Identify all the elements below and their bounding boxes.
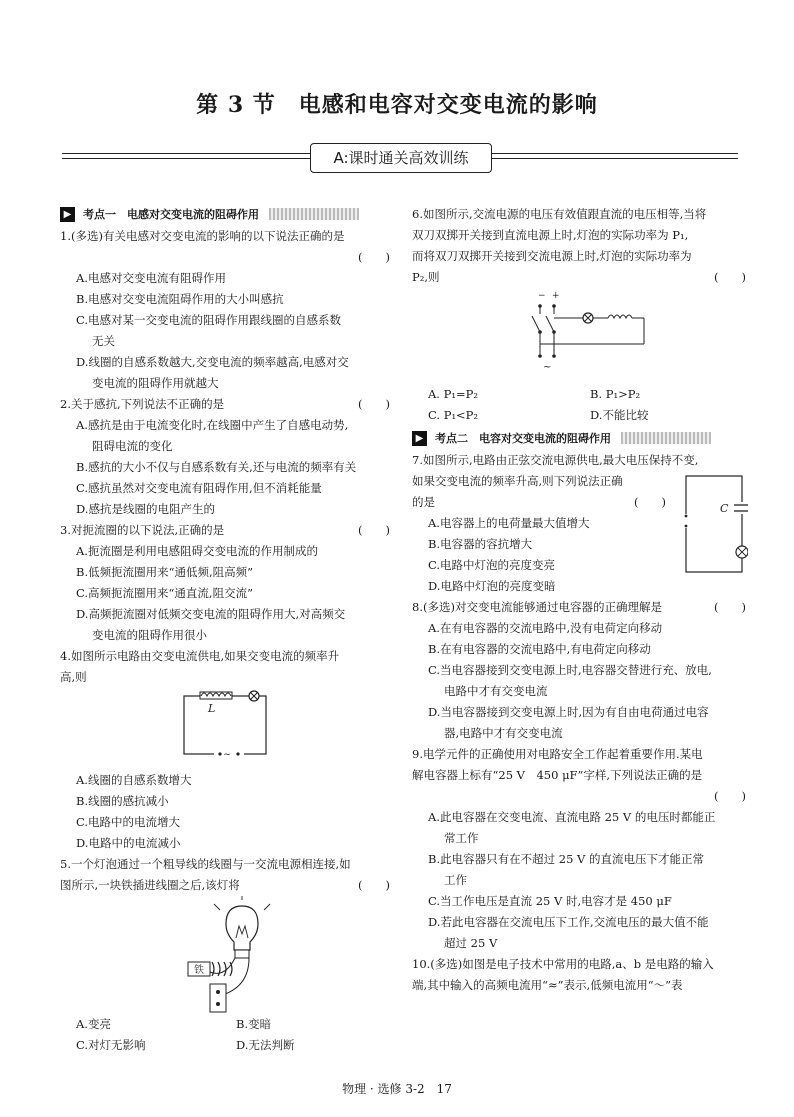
question-stem-cont: 图所示,一块铁插进线圈之后,该灯将: [60, 878, 240, 892]
question-stem-cont: 解电容器上标有“25 V 450 μF”字样,下列说法正确的是: [412, 768, 703, 782]
question-stem: 6.如图所示,交流电源的电压有效值跟直流的电压相等,当将: [412, 207, 707, 221]
question-stem: 2.关于感抗,下列说法不正确的是: [60, 397, 225, 411]
options-row-1: [60, 1014, 396, 1035]
option-c: C.高频扼流圈用来“通直流,阻交流”: [76, 586, 253, 600]
question-10: [412, 954, 752, 996]
question-stem: 5.一个灯泡通过一个粗导线的线圈与一交流电源相连接,如: [60, 857, 351, 871]
option-c: C.电路中的电流增大: [76, 815, 181, 829]
question-stem: 1.(多选)有关电感对交变电流的影响的以下说法正确的是: [60, 229, 345, 243]
option-b: [412, 849, 752, 891]
option-b: B.电容器的容抗增大: [428, 537, 533, 551]
answer-blank: ( ): [358, 523, 390, 537]
option-c: C.电路中灯泡的亮度变亮: [428, 558, 556, 572]
question-stem: 4.如图所示电路由交变电流供电,如果交变电流的频率升: [60, 649, 340, 663]
option-text: A.此电容器在交变电流、直流电路 25 V 的电压时都能正: [428, 810, 716, 824]
option-text-cont: 变电流的阻碍作用就越大: [92, 376, 219, 390]
option-c: C. P₁<P₂: [428, 408, 479, 422]
decorative-bar: [269, 208, 359, 220]
option-d: [412, 702, 752, 744]
svg-text:~: ~: [543, 362, 552, 373]
options-row-2: [412, 405, 752, 426]
option-a: A.在有电容器的交流电路中,没有电荷定向移动: [428, 621, 663, 635]
option-text: C.当电容器接到交变电源上时,电容器交替进行充、放电,: [428, 663, 712, 677]
figure-bulb-coil: [60, 896, 396, 1014]
option-text: D.若此电容器在交流电压下工作,交流电压的最大值不能: [428, 915, 709, 929]
option-a: A.变亮: [76, 1017, 111, 1031]
option-text: A.感抗是由于电流变化时,在线圈中产生了自感电动势,: [76, 418, 349, 432]
question-stem-cont: 端,其中输入的高频电流用“≈”表示,低频电流用“～”表: [412, 978, 683, 992]
option-text: D.高频扼流圈对低频交变电流的阻碍作用大,对高频交: [76, 607, 346, 621]
section-heading: [60, 204, 396, 224]
option-d: [60, 352, 396, 394]
option-d: [412, 912, 752, 954]
option-b: B.电感对交变电流阻碍作用的大小叫感抗: [76, 292, 284, 306]
option-text: D.当电容器接到交变电源上时,因为有自由电荷通过电容: [428, 705, 709, 719]
question-stem: 9.电学元件的正确使用对电路安全工作起着重要作用.某电: [412, 747, 703, 761]
option-text-cont: 阻碍电流的变化: [92, 439, 173, 453]
option-c: C.对灯无影响: [76, 1038, 146, 1052]
question-stem-cont: 如果交变电流的频率升高,则下列说法正确: [412, 474, 623, 488]
option-text-cont: 工作: [444, 873, 467, 887]
question-4: [60, 646, 396, 854]
question-stem: 8.(多选)对交变电流能够通过电容器的正确理解是: [412, 600, 662, 614]
subtitle-banner: [62, 143, 738, 173]
option-b: B.线圈的感抗减小: [76, 794, 169, 808]
option-text-cont: 无关: [92, 334, 115, 348]
section-title: 考点二 电容对交变电流的阻碍作用: [435, 431, 611, 445]
iron-label: 铁: [194, 965, 204, 976]
question-5: [60, 854, 396, 1056]
question-stem-cont: P₂,则: [412, 270, 440, 284]
left-column: [60, 204, 396, 1056]
question-stem-cont: 的是: [412, 495, 435, 509]
circuit-diagram: [60, 688, 396, 770]
question-stem: 3.对扼流圈的以下说法,正确的是: [60, 523, 225, 537]
option-text-cont: 器,电路中才有交变电流: [444, 726, 563, 740]
option-d: D.感抗是线圈的电阻产生的: [76, 502, 215, 516]
answer-blank: ( ): [714, 270, 746, 284]
answer-blank: ( ): [358, 250, 390, 264]
option-b: B. P₁>P₂: [590, 387, 641, 401]
option-c: [412, 660, 752, 702]
option-c: C.感抗虽然对交变电流有阻碍作用,但不消耗能量: [76, 481, 322, 495]
figure-switch-circuit: [412, 288, 752, 384]
option-text-cont: 超过 25 V: [444, 936, 498, 950]
capacitor-circuit-diagram: [676, 470, 748, 580]
question-7: [412, 450, 752, 597]
option-text-cont: 常工作: [444, 831, 479, 845]
option-d: [60, 604, 396, 646]
question-stem-cont: 双刀双掷开关接到直流电源上时,灯泡的实际功率为 P₁,: [412, 228, 689, 242]
section-heading: [412, 428, 752, 448]
page-title: 第 3 节 电感和电容对交变电流的影响: [196, 92, 598, 118]
option-text: B.此电容器只有在不超过 25 V 的直流电压下才能正常: [428, 852, 705, 866]
question-stem: 10.(多选)如图是电子技术中常用的电路,a、b 是电路的输入: [412, 957, 714, 971]
arrow-icon: ▶: [412, 431, 427, 446]
option-b: B.变暗: [236, 1017, 272, 1031]
option-text-cont: 变电流的阻碍作用很小: [92, 628, 207, 642]
section-title: 考点一 电感对交变电流的阻碍作用: [83, 207, 259, 221]
figure-inductor-circuit: [60, 688, 396, 770]
question-9: [412, 744, 752, 954]
right-column: [412, 204, 752, 996]
option-c: C.当工作电压是直流 25 V 时,电容才是 450 μF: [428, 894, 672, 908]
svg-text:−: −: [538, 291, 546, 301]
svg-text:+: +: [552, 291, 560, 301]
switch-circuit-diagram: [412, 288, 752, 384]
option-c: [60, 310, 396, 352]
question-stem: 7.如图所示,电路由正弦交流电源供电,最大电压保持不变,: [412, 453, 699, 467]
question-8: [412, 597, 752, 744]
capacitor-label: C: [720, 502, 729, 515]
inductor-label: L: [208, 702, 216, 715]
svg-text:~: ~: [223, 750, 231, 760]
answer-blank: ( ): [714, 789, 746, 803]
option-text: C.电感对某一交变电流的阻碍作用跟线圈的自感系数: [76, 313, 342, 327]
option-b: B.低频扼流圈用来“通低频,阻高频”: [76, 565, 254, 579]
option-a: A.电感对交变电流有阻碍作用: [76, 271, 226, 285]
option-b: B.感抗的大小不仅与自感系数有关,还与电流的频率有关: [76, 460, 357, 474]
subtitle: A:课时通关高效训练: [310, 143, 492, 173]
bulb-coil-diagram: [60, 896, 396, 1014]
option-text: D.线圈的自感系数越大,交变电流的频率越高,电感对交: [76, 355, 349, 369]
option-a: A.电容器上的电荷量最大值增大: [428, 516, 590, 530]
page-footer: 物理 · 选修 3-2 17: [342, 1082, 452, 1096]
option-d: D.无法判断: [236, 1038, 295, 1052]
option-a: [412, 807, 752, 849]
question-stem-cont: 高,则: [60, 670, 87, 684]
question-2: [60, 394, 396, 520]
question-1: [60, 226, 396, 394]
option-d: D.不能比较: [590, 408, 649, 422]
answer-blank: ( ): [634, 495, 666, 509]
option-d: D.电路中灯泡的亮度变暗: [428, 579, 556, 593]
answer-blank: ( ): [358, 878, 390, 892]
option-a: A. P₁=P₂: [428, 387, 478, 401]
question-6: [412, 204, 752, 426]
decorative-bar: [621, 432, 711, 444]
option-a: A.扼流圈是利用电感阻碍交变电流的作用制成的: [76, 544, 318, 558]
option-b: B.在有电容器的交流电路中,有电荷定向移动: [428, 642, 651, 656]
arrow-icon: ▶: [60, 207, 75, 222]
option-a: [60, 415, 396, 457]
options-row-2: [60, 1035, 396, 1056]
option-d: D.电路中的电流减小: [76, 836, 181, 850]
answer-blank: ( ): [714, 600, 746, 614]
option-a: A.线圈的自感系数增大: [76, 773, 192, 787]
answer-blank: ( ): [358, 397, 390, 411]
question-stem-cont: 而将双刀双掷开关接到交流电源上时,灯泡的实际功率为: [412, 249, 692, 263]
option-text-cont: 电路中才有交变电流: [444, 684, 548, 698]
question-3: [60, 520, 396, 646]
options-row-1: [412, 384, 752, 405]
